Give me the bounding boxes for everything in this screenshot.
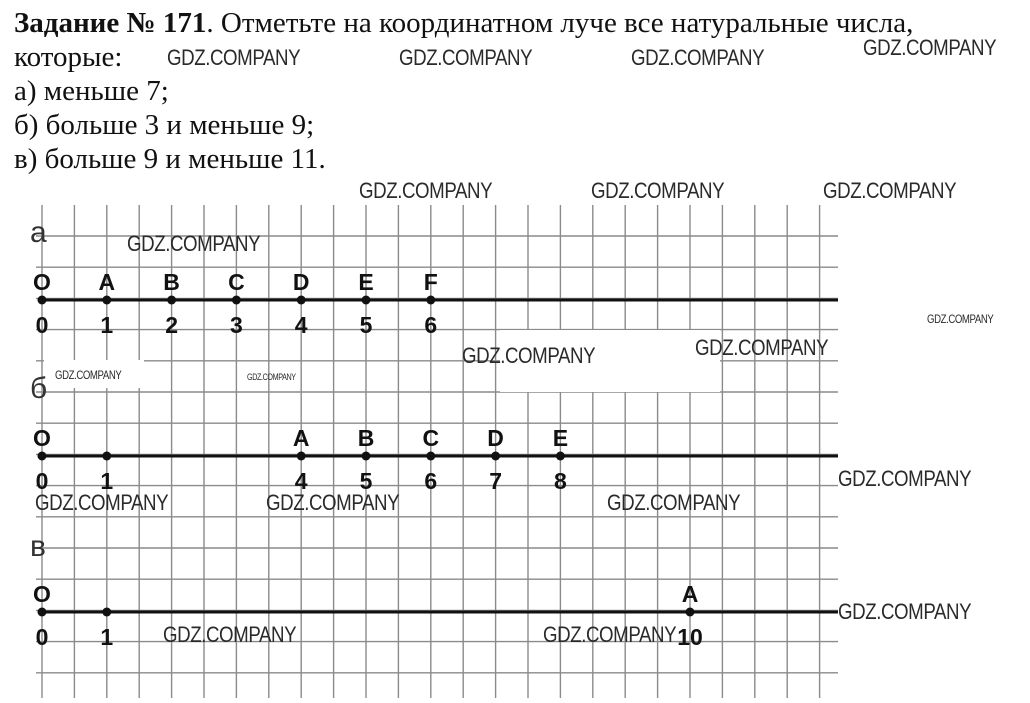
watermark: GDZ.COMPANY — [35, 490, 169, 515]
ray-point — [426, 296, 435, 305]
task-item-a: а) меньше 7; — [14, 75, 169, 107]
watermark: GDZ.COMPANY — [631, 45, 765, 70]
point-value: 4 — [294, 312, 308, 338]
watermark: GDZ.COMPANY — [247, 372, 296, 382]
watermark: GDZ.COMPANY — [607, 490, 741, 515]
watermark: GDZ.COMPANY — [55, 368, 122, 382]
point-value: 1 — [100, 468, 114, 494]
ray-point — [556, 452, 565, 461]
watermark: GDZ.COMPANY — [462, 343, 596, 368]
watermark: GDZ.COMPANY — [399, 45, 533, 70]
ray-point — [38, 452, 47, 461]
ray-point — [38, 608, 47, 617]
watermark: GDZ.COMPANY — [543, 622, 677, 647]
point-letter: O — [33, 269, 51, 295]
point-value: 2 — [165, 312, 178, 338]
ray-point — [297, 452, 306, 461]
point-letter: A — [98, 269, 116, 295]
point-value: 8 — [554, 468, 567, 494]
task-intro: . Отметьте на координатном луче все натуральные числа, — [206, 7, 914, 39]
point-value: 0 — [35, 312, 49, 338]
watermark: GDZ.COMPANY — [359, 178, 493, 203]
watermark: GDZ.COMPANY — [863, 35, 997, 60]
task-item-v: в) больше 9 и меньше 11. — [14, 143, 326, 175]
point-letter: D — [292, 269, 310, 295]
watermark: GDZ.COMPANY — [695, 335, 829, 360]
point-value: 4 — [294, 468, 308, 494]
point-letter: A — [292, 425, 310, 451]
point-value: 10 — [677, 624, 703, 650]
section-label: б — [30, 372, 48, 405]
task-item-b: б) больше 3 и меньше 9; — [14, 109, 315, 141]
ray-point — [167, 296, 176, 305]
point-letter: O — [33, 581, 51, 607]
watermark: GDZ.COMPANY — [127, 231, 261, 256]
ray-point — [102, 452, 111, 461]
point-letter: B — [357, 425, 375, 451]
watermark: GDZ.COMPANY — [838, 466, 972, 491]
ray-point — [491, 452, 500, 461]
section-label: в — [30, 530, 46, 563]
point-letter: E — [552, 425, 569, 451]
point-letter: A — [681, 581, 699, 607]
task-title: Задание № 171 — [14, 7, 207, 39]
point-value: 3 — [230, 312, 243, 338]
ray-point — [102, 608, 111, 617]
ray-point — [362, 452, 371, 461]
point-letter: D — [487, 425, 504, 451]
point-letter: C — [228, 269, 245, 295]
ray-point — [297, 296, 306, 305]
watermark: GDZ.COMPANY — [823, 178, 957, 203]
point-value: 5 — [359, 312, 373, 338]
watermark: GDZ.COMPANY — [927, 312, 994, 326]
section-label: а — [30, 216, 47, 249]
point-value: 6 — [424, 312, 438, 338]
ray-point — [102, 296, 111, 305]
point-value: 0 — [35, 624, 49, 650]
ray-point — [362, 296, 371, 305]
point-value: 6 — [424, 468, 438, 494]
task-line-2: которые: — [14, 41, 123, 73]
ray-point — [232, 296, 241, 305]
point-letter: F — [423, 269, 438, 295]
watermark: GDZ.COMPANY — [163, 622, 297, 647]
point-letter: O — [33, 425, 51, 451]
point-letter: B — [163, 269, 180, 295]
point-letter: E — [358, 269, 374, 295]
point-value: 5 — [359, 468, 373, 494]
watermark: GDZ.COMPANY — [266, 490, 400, 515]
point-letter: C — [422, 425, 440, 451]
watermark: GDZ.COMPANY — [167, 45, 301, 70]
ray-point — [38, 296, 47, 305]
watermark: GDZ.COMPANY — [591, 178, 725, 203]
ray-point — [426, 452, 435, 461]
ray-point — [686, 608, 695, 617]
point-value: 7 — [489, 468, 502, 494]
point-value: 1 — [100, 624, 114, 650]
point-value: 1 — [100, 312, 114, 338]
point-value: 0 — [35, 468, 49, 494]
watermark: GDZ.COMPANY — [838, 599, 972, 624]
